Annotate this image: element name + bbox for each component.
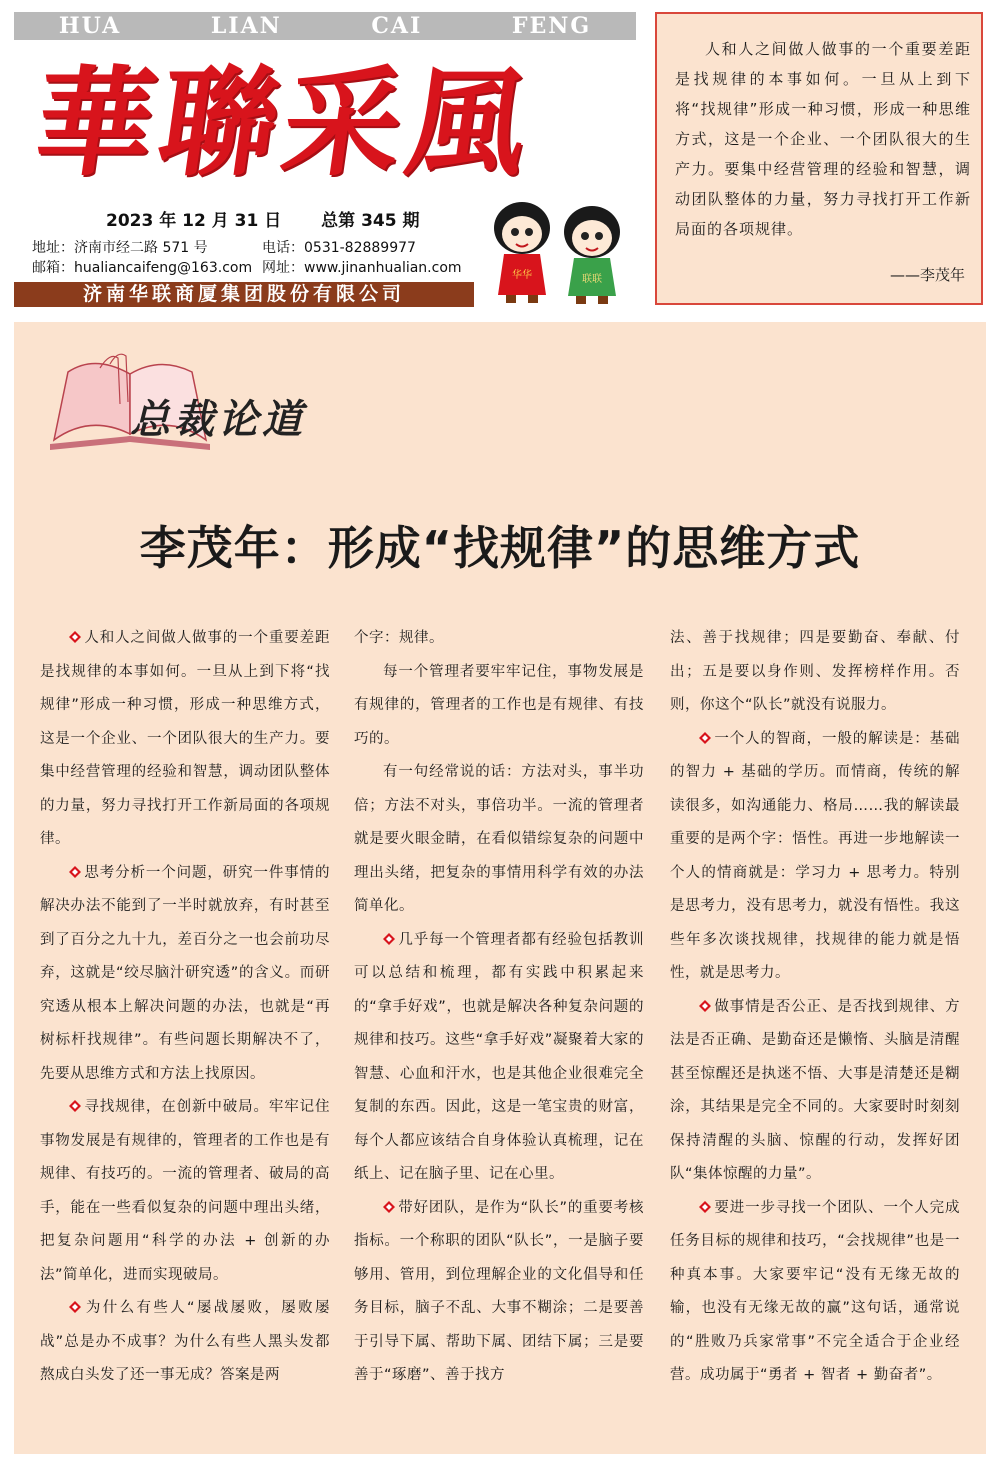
article-paragraph (354, 924, 644, 1192)
quote-box (655, 12, 983, 305)
article-paragraph (354, 1192, 644, 1393)
article-paragraph (670, 622, 960, 723)
diamond-bullet-icon (69, 1301, 81, 1313)
article-paragraph (670, 723, 960, 991)
paragraph-text: 人和人之间做人做事的一个重要差距是找规律的本事如何。一旦从上到下将“找规律”形成一种习惯，形成一种思维方式，这是一个企业、一个团队很大的生产力。要集中经营管理的经验和智慧，调动团队整体的力量，努力寻找打开工作新局面的各项规律。 (40, 630, 330, 847)
paragraph-text: 几乎每一个管理者都有经验包括教训可以总结和梳理，都有实践中积累起来的“拿手好戏”，也就是解决各种复杂问题的规律和技巧。这些“拿手好戏”凝聚着大家的智慧、心血和汗水，也是其他企业很难完全复制的东西。因此，这是一笔宝贵的财富，每个人都应该结合自身体验认真梳理，记在纸上、记在脑子里、记在心里。 (354, 931, 644, 1182)
mascot-label-lian: 联联 (582, 274, 602, 285)
paragraph-text: 为什么有些人“屡战屡败，屡败屡战”总是办不成事？为什么有些人黑头发都熬成白头发了还一事无成？答案是两 (40, 1300, 330, 1383)
diamond-bullet-icon (383, 933, 395, 945)
diamond-bullet-icon (699, 732, 711, 744)
issue-line (106, 206, 453, 231)
article-paragraph (40, 1091, 330, 1292)
article-headline: 李茂年：形成“找规律”的思维方式 (139, 521, 861, 575)
article-paragraph (354, 756, 644, 924)
email: 邮箱：hualiancaifeng@163.com (32, 260, 253, 276)
paragraph-text: 思考分析一个问题，研究一件事情的解决办法不能到了一半时就放弃，有时甚至到了百分之九十九，差百分之一也会前功尽弃，这就是“绞尽脑汁研究透”的含义。而研究透从根本上解决问题的办法，也就是“再树标杆找规律”。有些问题长期解决不了，先要从思维方式和方法上找原因。 (40, 864, 330, 1082)
column-title-label: 总裁论道 (130, 396, 306, 443)
diamond-bullet-icon (69, 631, 81, 643)
pinyin-cai: CAI (371, 13, 423, 39)
paragraph-text: 个字：规律。 (354, 630, 444, 646)
paragraph-text: 做事情是否公正、是否找到规律、方法是否正确、是勤奋还是懒惰、头脑是清醒甚至惊醒还是执迷不悟、大事是清楚还是糊涂，其结果是完全不同的。大家要时时刻刻保持清醒的头脑、惊醒的行动，发挥好团队“集体惊醒的力量”。 (670, 998, 960, 1182)
article-paragraph (40, 622, 330, 857)
paragraph-text: 寻找规律，在创新中破局。牢牢记住事物发展是有规律的，管理者的工作也是有规律、有技巧的。一流的管理者、破局的高手，能在一些看似复杂的问题中理出头绪，把复杂问题用“科学的办法 + 创新的办法”简单化，进而实现破局。 (40, 1099, 330, 1283)
pinyin-feng: FENG (511, 13, 592, 39)
quote-text: 人和人之间做人做事的一个重要差距是找规律的本事如何。一旦从上到下将“找规律”形成一种习惯，形成一种思维方式，这是一个企业、一个团队很大的生产力。要集中经营管理的经验和智慧，调动团队整体的力量，努力寻找打开工作新局面的各项规律。 (675, 40, 971, 238)
issue-number: 总第 345 期 (321, 211, 420, 231)
website: 网址：www.jinanhualian.com (262, 260, 462, 276)
paragraph-text: 法、善于找规律；四是要勤奋、奉献、付出；五是要以身作则、发挥榜样作用。否则，你这个“队长”就没有说服力。 (670, 630, 960, 713)
article-paragraph (354, 622, 644, 656)
contact-info (32, 238, 462, 278)
pinyin-hua: HUA (58, 13, 122, 39)
logo-text: 華聯采風 (26, 53, 542, 192)
diamond-bullet-icon (383, 1201, 395, 1213)
paragraph-text: 带好团队，是作为“队长”的重要考核指标。一个称职的团队“队长”，一是脑子要够用、管用，到位理解企业的文化倡导和任务目标，脑子不乱、大事不糊涂；二是要善于引导下属、帮助下属、团结下属；三是要善于“琢磨”、善于找方 (354, 1199, 644, 1383)
company-banner: 济南华联商厦集团股份有限公司 (14, 282, 474, 307)
paragraph-text: 一个人的智商，一般的解读是：基础的智力 + 基础的学历。而情商，传统的解读很多，如沟通能力、格局……我的解读最重要的是两个字：悟性。再进一步地解读一个人的情商就是：学习力 + 思考力。特别是思考力，没有思考力，就没有悟性。我这些年多次谈找规律，找规律的能力就是悟性，就是思考力。 (670, 730, 960, 981)
issue-date: 2023 年 12 月 31 日 (106, 211, 282, 231)
column-title (40, 344, 330, 454)
address: 地址：济南市经二路 571 号 (32, 240, 208, 256)
article-paragraph (40, 1292, 330, 1393)
phone: 电话：0531-82889977 (262, 240, 416, 256)
masthead (14, 12, 636, 307)
pinyin-bar (14, 12, 636, 40)
paragraph-text: 每一个管理者要牢牢记住，事物发展是有规律的，管理者的工作也是有规律、有技巧的。 (354, 663, 644, 747)
diamond-bullet-icon (69, 1100, 81, 1112)
article-paragraph (40, 857, 330, 1092)
article-column-1 (40, 622, 330, 1393)
mascot-illustration (484, 190, 634, 307)
paragraph-text: 要进一步寻找一个团队、一个人完成任务目标的规律和技巧，“会找规律”也是一种真本事。大家要牢记“没有无缘无故的输，也没有无缘无故的赢”这句话，通常说的“胜败乃兵家常事”不完全适合于企业经营。成功属于“勇者 + 智者 + 勤奋者”。 (670, 1199, 960, 1383)
diamond-bullet-icon (699, 1201, 711, 1213)
article-paragraph (670, 991, 960, 1192)
newspaper-logo (26, 38, 586, 198)
article-column-3 (670, 622, 960, 1393)
pinyin-lian: LIAN (210, 13, 282, 39)
article-column-2 (354, 622, 644, 1393)
paragraph-text: 有一句经常说的话：方法对头，事半功倍；方法不对头，事倍功半。一流的管理者就是要火眼金睛，在看似错综复杂的问题中理出头绪，把复杂的事情用科学有效的办法简单化。 (354, 764, 644, 914)
diamond-bullet-icon (699, 1000, 711, 1012)
article-panel (14, 322, 986, 1454)
article-paragraph (354, 656, 644, 757)
mascot-label-hua: 华华 (512, 270, 532, 281)
quote-author: ——李茂年 (889, 266, 965, 284)
diamond-bullet-icon (69, 866, 81, 878)
article-paragraph (670, 1192, 960, 1393)
